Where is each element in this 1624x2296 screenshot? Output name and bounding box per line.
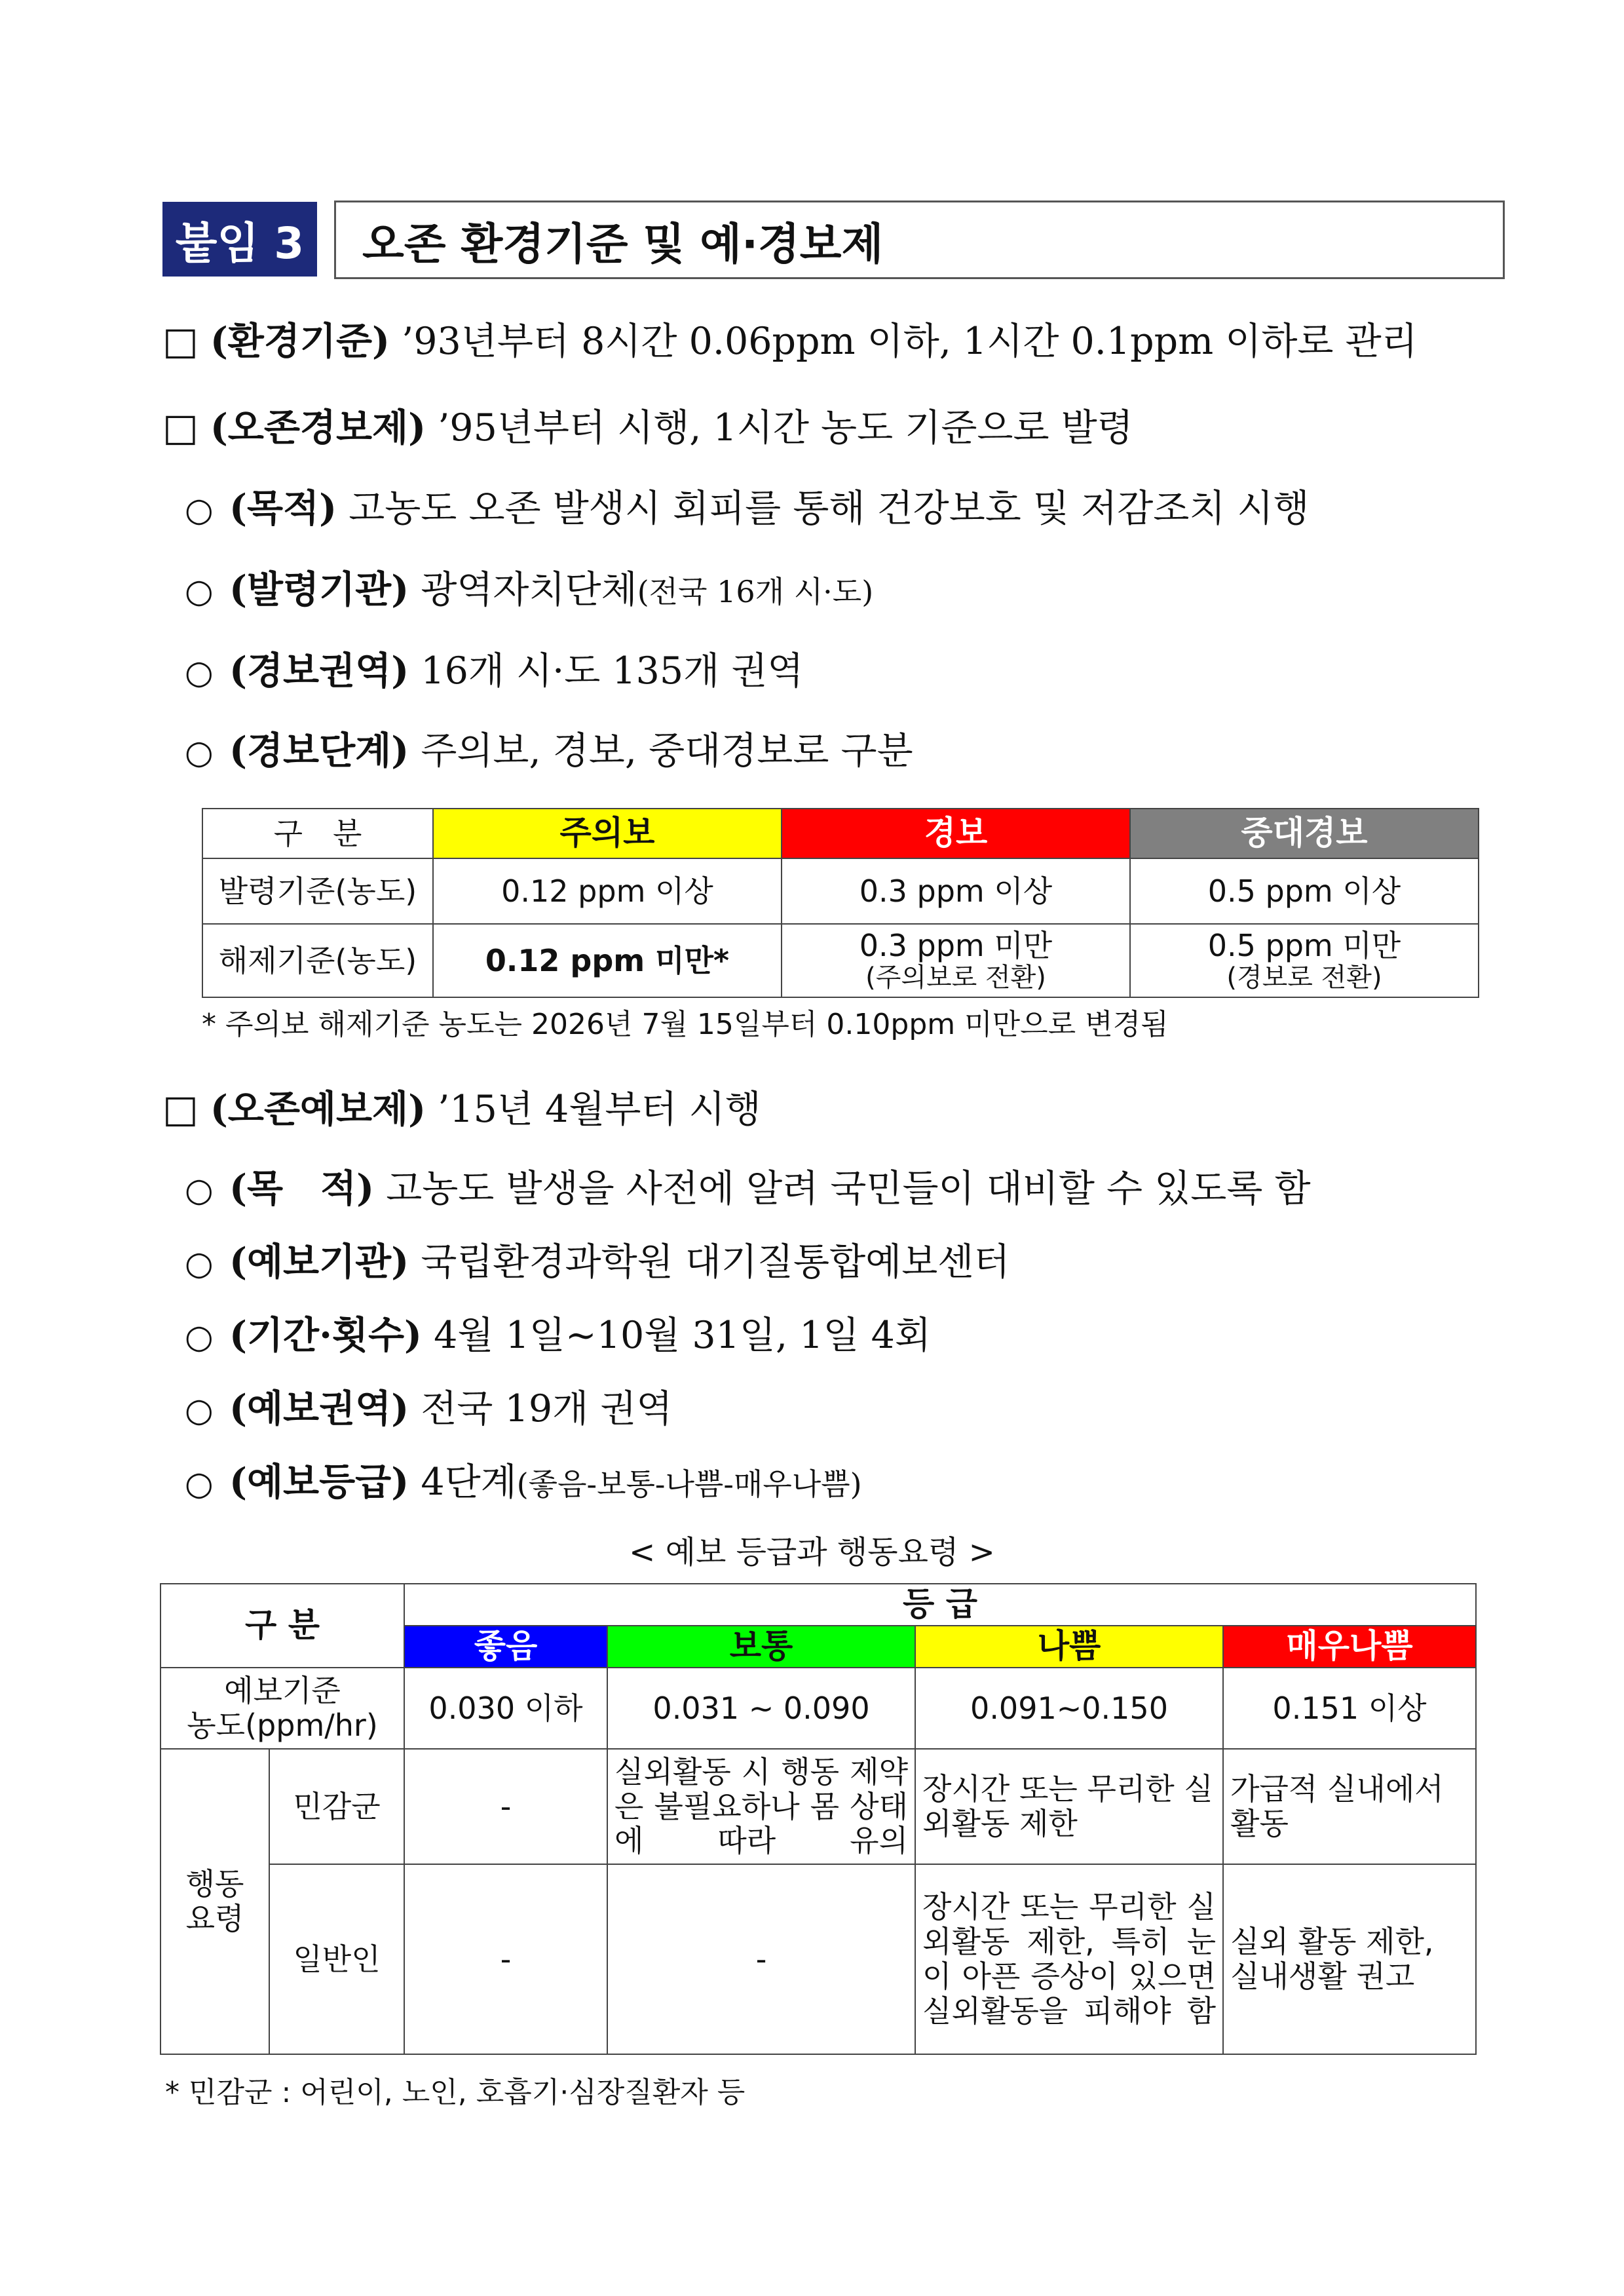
sensitive-bad: 장시간 또는 무리한 실외활동 제한 [915, 1749, 1223, 1864]
table-row [161, 1749, 1476, 1864]
item-text: 주의보, 경보, 중대경보로 구분 [421, 729, 913, 773]
general-label: 일반인 [269, 1864, 404, 2054]
alert-item-purpose [185, 482, 1310, 535]
alert-stage-table [202, 808, 1479, 998]
bullet-text: ’15년 4월부터 시행 [438, 1088, 761, 1131]
forecast-item-period [185, 1309, 931, 1362]
release-warning-cell [782, 924, 1130, 997]
square-bullet-icon: □ [162, 405, 198, 450]
forecast-item-purpose [185, 1162, 1311, 1215]
item-text: 국립환경과학원 대기질통합예보센터 [421, 1240, 1010, 1284]
forecast-item-region [185, 1383, 672, 1435]
square-bullet-icon: □ [162, 318, 198, 363]
circle-bullet-icon: ○ [185, 653, 214, 691]
action-label-2: 요령 [185, 1901, 244, 1936]
general-very-bad: 실외 활동 제한, 실내생활 권고 [1223, 1864, 1476, 2054]
release-warning-sub: (주의보로 전환) [865, 963, 1046, 993]
grade-very-bad: 매우나쁨 [1223, 1626, 1476, 1668]
item-note: (좋음-보통-나쁨-매우나쁨) [516, 1466, 862, 1502]
table-row [202, 924, 1479, 997]
item-label: (목 적) [229, 1166, 375, 1210]
page-title: 오존 환경기준 및 예·경보제 [334, 201, 1505, 279]
bullet-label: (오존예보제) [210, 1087, 426, 1131]
table-row [161, 1864, 1476, 2054]
item-label: (발령기관) [229, 567, 409, 611]
criteria-label: 예보기준 [224, 1673, 341, 1709]
alert-item-agency [185, 564, 873, 616]
release-serious-sub: (경보로 전환) [1226, 963, 1382, 993]
circle-bullet-icon: ○ [185, 733, 214, 771]
circle-bullet-icon: ○ [185, 1318, 214, 1356]
general-normal: - [607, 1864, 915, 2054]
item-text: 전국 19개 권역 [421, 1387, 673, 1430]
item-note: (전국 16개 시·도) [637, 574, 874, 609]
forecast-item-agency [185, 1236, 1010, 1288]
issue-serious: 0.5 ppm 이상 [1130, 858, 1479, 924]
item-label: (경보권역) [229, 649, 409, 693]
grade-normal: 보통 [607, 1626, 915, 1668]
item-text: 광역자치단체 [421, 568, 637, 611]
bullet-env-standard [162, 315, 1418, 367]
row-label-issue: 발령기준(농도) [202, 858, 433, 924]
table-row [161, 1668, 1476, 1749]
item-text: 4월 1일~10월 31일, 1일 4회 [434, 1314, 932, 1357]
issue-watch: 0.12 ppm 이상 [433, 858, 782, 924]
criteria-label-cell [161, 1668, 404, 1749]
item-text: 고농도 발생을 사전에 알려 국민들이 대비할 수 있도록 함 [386, 1167, 1311, 1210]
item-text: 4단계 [421, 1461, 517, 1504]
forecast-table-note: * 민감군 : 어린이, 노인, 호흡기·심장질환자 등 [165, 2076, 746, 2109]
action-label-cell [161, 1749, 269, 2054]
sensitive-very-bad: 가급적 실내에서 활동 [1223, 1749, 1476, 1864]
release-serious: 0.5 ppm 미만 [1207, 927, 1401, 963]
attachment-badge: 붙임 3 [162, 202, 317, 277]
alert-item-region [185, 645, 803, 697]
release-watch: 0.12 ppm 미만* [433, 924, 782, 997]
sensitive-normal: 실외활동 시 행동 제약은 불필요하나 몸 상태에 따라 유의 [607, 1749, 915, 1864]
circle-bullet-icon: ○ [185, 572, 214, 610]
item-label: (예보등급) [229, 1460, 409, 1504]
bullet-forecast-system [162, 1082, 761, 1135]
item-label: (기간·횟수) [229, 1313, 423, 1357]
row-label-release: 해제기준(농도) [202, 924, 433, 997]
alert-header-serious: 중대경보 [1130, 809, 1479, 858]
circle-bullet-icon: ○ [185, 1464, 214, 1502]
bullet-label: (오존경보제) [210, 406, 426, 450]
circle-bullet-icon: ○ [185, 1244, 214, 1282]
item-label: (예보기관) [229, 1240, 409, 1284]
alert-header-warning: 경보 [782, 809, 1130, 858]
alert-header-watch: 주의보 [433, 809, 782, 858]
bullet-label: (환경기준) [210, 319, 390, 363]
item-label: (예보권역) [229, 1387, 409, 1430]
forecast-item-grade [185, 1456, 862, 1508]
criteria-normal: 0.031 ~ 0.090 [607, 1668, 915, 1749]
alert-table-note: * 주의보 해제기준 농도는 2026년 7월 15일부터 0.10ppm 미만으로 변경됨 [202, 1008, 1169, 1041]
action-label: 행동 [185, 1866, 244, 1902]
forecast-table-caption: < 예보 등급과 행동요령 > [629, 1534, 995, 1571]
release-warning: 0.3 ppm 미만 [859, 927, 1053, 963]
grade-bad: 나쁨 [915, 1626, 1223, 1668]
item-label: (경보단계) [229, 729, 409, 773]
criteria-bad: 0.091~0.150 [915, 1668, 1223, 1749]
circle-bullet-icon: ○ [185, 1171, 214, 1209]
bullet-alert-system [162, 401, 1133, 453]
forecast-grade-table [160, 1583, 1477, 2055]
criteria-very-bad: 0.151 이상 [1223, 1668, 1476, 1749]
item-text: 16개 시·도 135개 권역 [421, 649, 804, 693]
general-good: - [404, 1864, 607, 2054]
forecast-header-grade: 등 급 [404, 1584, 1476, 1626]
table-row [202, 858, 1479, 924]
issue-warning: 0.3 ppm 이상 [782, 858, 1130, 924]
alert-header-category: 구 분 [202, 809, 433, 858]
forecast-header-category: 구 분 [161, 1584, 404, 1668]
sensitive-label: 민감군 [269, 1749, 404, 1864]
item-label: (목적) [229, 486, 337, 530]
item-text: 고농도 오존 발생시 회피를 통해 건강보호 및 저감조치 시행 [349, 487, 1310, 530]
release-serious-cell [1130, 924, 1479, 997]
sensitive-good: - [404, 1749, 607, 1864]
general-bad: 장시간 또는 무리한 실외활동 제한, 특히 눈이 아픈 증상이 있으면 실외활동을 피해야 함 [915, 1864, 1223, 2054]
square-bullet-icon: □ [162, 1086, 198, 1131]
bullet-text: ’95년부터 시행, 1시간 농도 기준으로 발령 [438, 406, 1133, 450]
circle-bullet-icon: ○ [185, 1391, 214, 1429]
criteria-unit: 농도(ppm/hr) [187, 1708, 378, 1743]
circle-bullet-icon: ○ [185, 491, 214, 529]
alert-item-stages [185, 725, 913, 777]
bullet-text: ’93년부터 8시간 0.06ppm 이하, 1시간 0.1ppm 이하로 관리 [402, 320, 1418, 363]
criteria-good: 0.030 이하 [404, 1668, 607, 1749]
grade-good: 좋음 [404, 1626, 607, 1668]
